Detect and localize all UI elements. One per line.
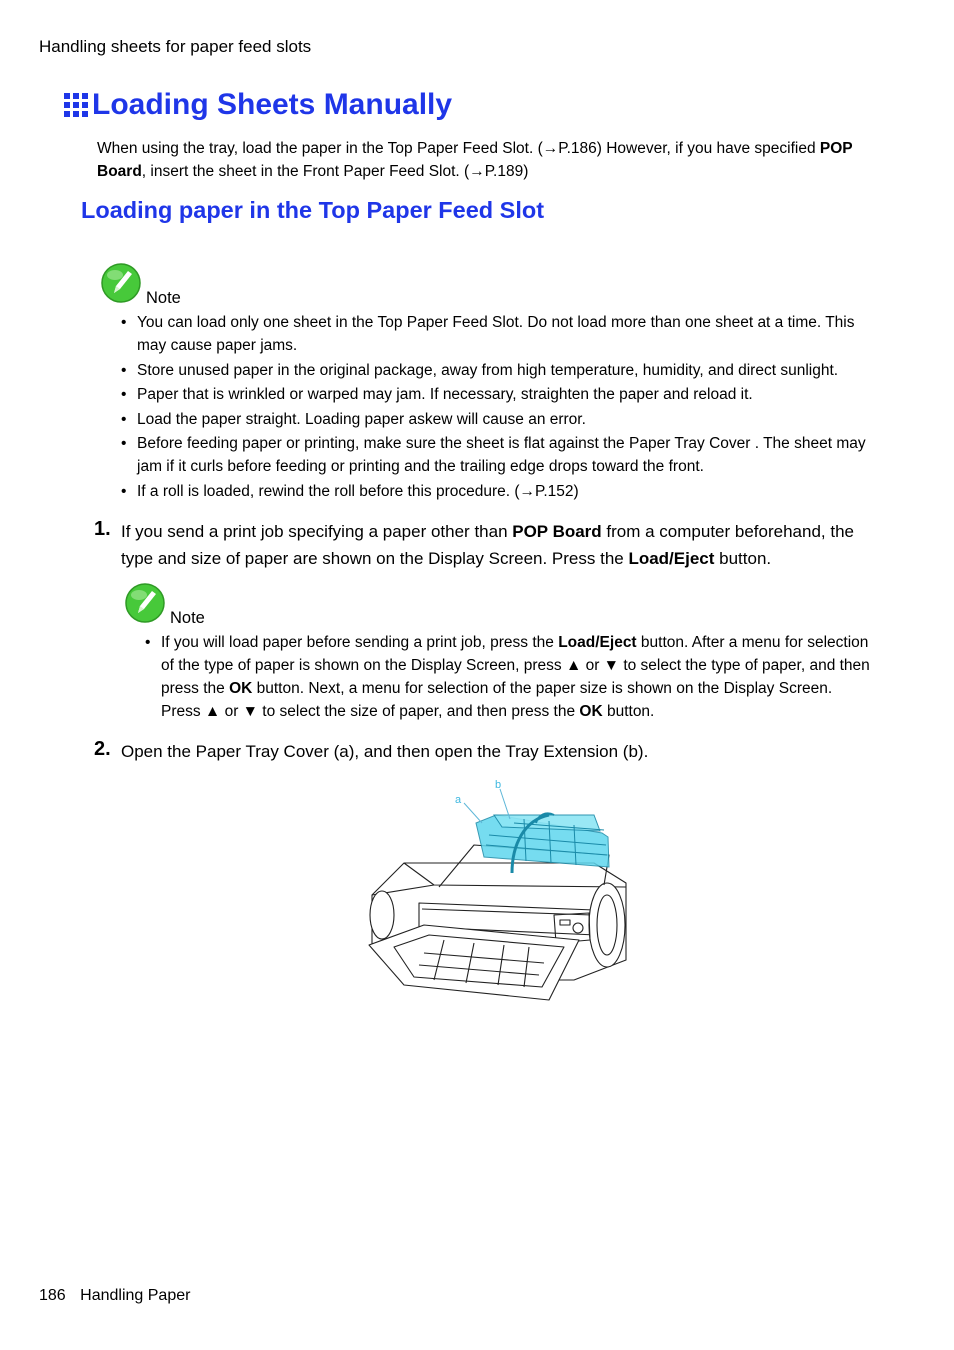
list-item: • If a roll is loaded, rewind the roll before this procedure. (→P.152) [121,480,881,503]
list-item: • Before feeding paper or printing, make sure the sheet is flat against the Paper Tray Cover . The sheet may jam if it curls before feeding or printing and the trailing edge drops toward the front. [121,432,881,478]
list-item: • Paper that is wrinkled or warped may jam. If necessary, straighten the paper and reload it. [121,383,881,406]
callout-a-label: a [455,794,462,806]
step-number: 2. [94,738,111,760]
printer-illustration [364,775,634,1015]
subsection-title: Loading paper in the Top Paper Feed Slot [81,197,545,223]
section-title-text: Loading Sheets Manually [92,88,453,121]
running-header: Handling sheets for paper feed slots [39,37,312,56]
pencil-note-icon [124,582,166,624]
bold-term: POP Board [512,522,602,541]
page-footer [39,1287,190,1305]
chapter-name: Handling Paper [80,1287,191,1304]
note-list [121,311,881,504]
note-list [145,631,870,725]
note-header [124,582,205,627]
list-item: • You can load only one sheet in the Top Paper Feed Slot. Do not load more than one sheet at a time. This may cause paper jams. [121,311,881,357]
list-item: • If you will load paper before sending a print job, press the Load/Eject button. After a menu for selection of the type of paper is shown on the Display Screen, press ▲ or ▼ to select the type of paper, and then press the OK button. Next, a menu for selection of the paper size is shown on the Display Screen. Press ▲ or ▼ to select the size of paper, and then press the OK button. [145,631,870,723]
pencil-note-icon [100,262,142,304]
list-item: • Store unused paper in the original package, away from high temperature, humidity, and direct sunlight. [121,359,881,382]
section-title [64,88,452,122]
note-label: Note [170,609,205,627]
step-text: If you send a print job specifying a paper other than POP Board from a computer beforehand, the type and size of paper are shown on the Display Screen. Press the Load/Eject button. [121,522,854,568]
page-number: 186 [39,1287,66,1304]
bold-term: Load/Eject [628,549,715,568]
intro-paragraph: When using the tray, load the paper in the Top Paper Feed Slot. (→P.186) However, if you have specified POP Board, insert the sheet in the Front Paper Feed Slot. (→P.189) [97,140,853,180]
note-label: Note [146,289,181,307]
list-item: • Load the paper straight. Loading paper askew will cause an error. [121,408,881,431]
callout-b-label: b [495,779,502,791]
note-header [100,262,181,307]
bold-term: Load/Eject [558,634,637,651]
bold-term: OK [229,680,253,697]
bold-term: POP Board [97,140,853,180]
step-number: 1. [94,518,111,540]
step-text: Open the Paper Tray Cover (a), and then open the Tray Extension (b). [121,742,649,761]
bold-term: OK [579,703,603,720]
grid-icon [64,93,88,117]
